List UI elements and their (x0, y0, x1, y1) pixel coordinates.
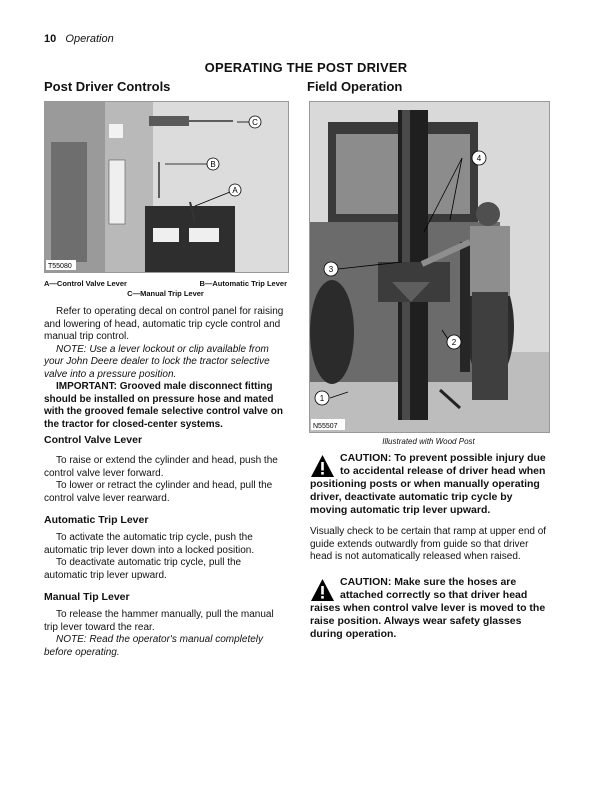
caption-a: A—Control Valve Lever (44, 279, 127, 288)
page-header (44, 33, 114, 45)
caution-block-1 (310, 452, 548, 517)
control-panel-photo (44, 101, 289, 273)
control-valve-text (44, 455, 287, 505)
photo-code-right: N55507 (313, 423, 338, 430)
auto-trip-heading: Automatic Trip Lever (44, 514, 149, 526)
callout-a-label: A (232, 186, 238, 195)
auto-trip-p2: To deactivate automatic trip cycle, pull the automatic trip lever upward. (44, 557, 242, 581)
manual-tip-note: NOTE: Read the operator's manual completely before operating. (44, 634, 264, 658)
caution-text-2: CAUTION: Make sure the hoses are attached correctly so that driver head raises when control valve lever is moved to the raise position. Always wear safety glasses during operation. (310, 576, 546, 640)
illustration-caption: Illustrated with Wood Post (382, 437, 475, 446)
warning-triangle-icon (310, 578, 335, 602)
page-number: 10 (44, 33, 57, 45)
control-valve-p1: To raise or extend the cylinder and head, push the control valve lever forward. (44, 455, 278, 479)
photo-code-left: T55080 (48, 263, 72, 270)
callout-1-label: 1 (319, 394, 325, 403)
visual-check-paragraph: Visually check to be certain that ramp at upper end of guide extends outwardly from guide so that driver head is not automatically released when raised. (310, 526, 547, 562)
photo-caption-left (44, 279, 287, 298)
manual-tip-text (44, 609, 287, 659)
intro-text (44, 306, 287, 431)
callout-b-label: B (210, 160, 216, 169)
control-valve-p2: To lower or retract the cylinder and head, pull the control valve lever rearward. (44, 480, 273, 504)
callout-3-label: 3 (328, 265, 334, 274)
intro-note: NOTE: Use a lever lockout or clip available from your John Deere dealer to lock the tractor selective valve into a pressure position. (44, 343, 270, 380)
callout-4-label: 4 (476, 154, 482, 163)
left-heading: Post Driver Controls (44, 79, 171, 94)
auto-trip-p1: To activate the automatic trip cycle, push the automatic trip lever down into a locked position. (44, 532, 255, 556)
important-notice: IMPORTANT: Grooved male disconnect fitting should be installed on pressure hose and mated with the grooved female selective control valve on the tractor for closed-center systems. (44, 381, 283, 430)
intro-paragraph: Refer to operating decal on control panel for raising and lowering of head, automatic trip cycle control and manual trip control. (44, 306, 284, 342)
right-heading: Field Operation (307, 79, 403, 94)
section-name: Operation (65, 33, 114, 45)
manual-tip-heading: Manual Tip Lever (44, 591, 130, 603)
auto-trip-text (44, 532, 287, 582)
page-title: OPERATING THE POST DRIVER (204, 60, 408, 75)
callout-c-label: C (252, 118, 258, 127)
caption-c: C—Manual Trip Lever (127, 289, 204, 298)
post-driver-photo (309, 101, 550, 433)
callout-2-label: 2 (451, 338, 457, 347)
warning-triangle-icon (310, 454, 335, 478)
control-valve-heading: Control Valve Lever (44, 434, 143, 446)
caution-block-2 (310, 576, 548, 641)
caution-text-1: CAUTION: To prevent possible injury due to accidental release of driver head when positioning posts or when manually operating driver, deactivate automatic trip cycle by moving automatic trip lever upward. (310, 452, 546, 516)
manual-tip-p1: To release the hammer manually, pull the manual trip lever toward the rear. (44, 609, 274, 633)
caption-b: B—Automatic Trip Lever (199, 279, 287, 288)
